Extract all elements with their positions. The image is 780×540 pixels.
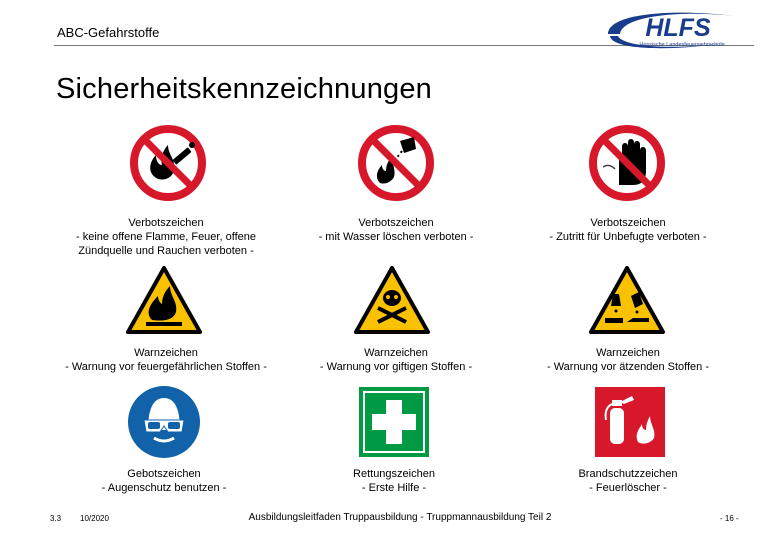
footer-section-number: 3.3 [50, 514, 62, 523]
caption-no-open-flame: Verbotszeichen - keine offene Flamme, Feuer, offene Zündquelle und Rauchen verboten - [76, 217, 256, 257]
logo-subtext: Hessische Landesfeuerwehrschule [639, 42, 725, 48]
caption-no-unauthorized: Verbotszeichen - Zutritt für Unbefugte verboten - [549, 217, 707, 243]
caption-fire-extinguisher: Brandschutzzeichen - Feuerlöscher - [578, 468, 678, 494]
page-title: Sicherheitskennzeichnungen [56, 73, 433, 105]
caption-first-aid: Rettungszeichen - Erste Hilfe - [353, 468, 435, 494]
footer-page-number: - 16 - [720, 514, 739, 523]
caption-no-water: Verbotszeichen - mit Wasser löschen verboten - [318, 217, 474, 243]
caption-flammable: Warnzeichen - Warnung vor feuergefährlichen Stoffen - [65, 347, 267, 373]
caption-eye-protection: Gebotszeichen - Augenschutz benutzen - [101, 468, 227, 494]
fire-extinguisher-sign [594, 386, 666, 458]
footer-document-title: Ausbildungsleitfaden Truppausbildung - Truppmannausbildung Teil 2 [248, 512, 552, 523]
section-title: ABC-Gefahrstoffe [57, 25, 160, 40]
no-water-extinguishing-sign [356, 123, 436, 203]
flammable-warning-sign [124, 264, 204, 338]
no-unauthorized-access-sign [587, 123, 667, 203]
logo-text: HLFS [645, 14, 711, 42]
caption-corrosive: Warnzeichen - Warnung vor ätzenden Stoffen - [546, 347, 710, 373]
corrosive-warning-sign [587, 264, 667, 338]
footer-date: 10/2020 [80, 514, 109, 523]
eye-protection-sign [126, 384, 202, 460]
first-aid-sign [358, 386, 430, 458]
no-open-flame-sign [128, 123, 208, 203]
caption-toxic: Warnzeichen - Warnung vor giftigen Stoffen - [319, 347, 473, 373]
toxic-warning-sign [352, 264, 432, 338]
hlfs-logo [600, 6, 740, 54]
